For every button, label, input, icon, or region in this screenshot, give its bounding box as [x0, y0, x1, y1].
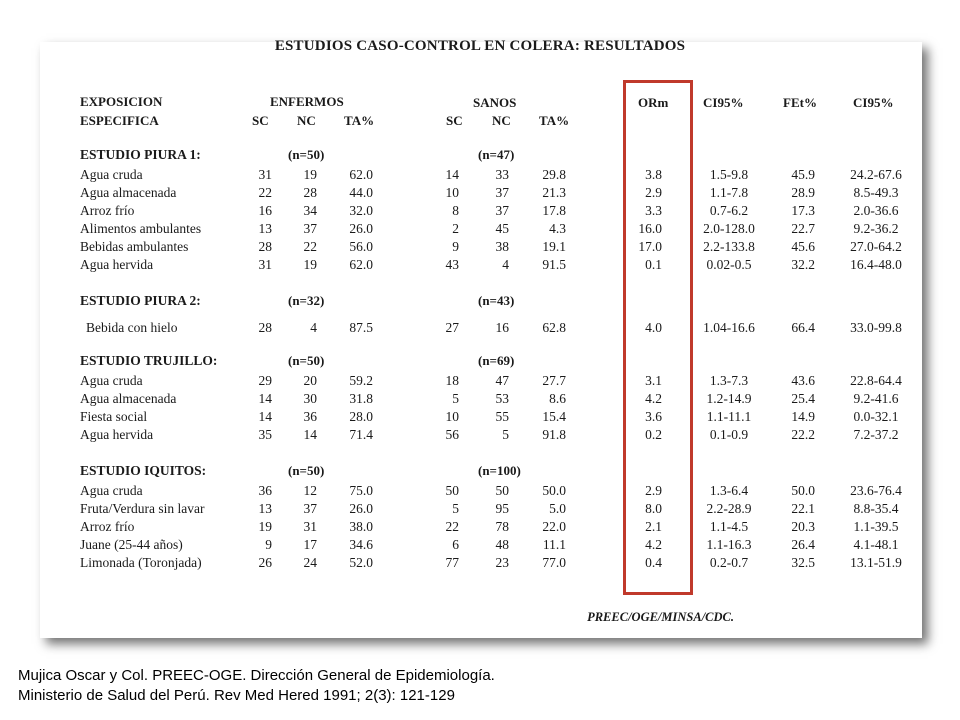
- cell-orm: 0.1: [645, 257, 662, 272]
- header-sanos-nc: NC: [492, 113, 511, 128]
- header-sanos-ta: TA%: [539, 113, 570, 128]
- cell-e-ta: 62.0: [349, 167, 373, 182]
- study-n-enfermos: (n=50): [288, 353, 325, 368]
- cell-ci-or: 1.2-14.9: [706, 391, 752, 406]
- cell-fet: 22.7: [791, 221, 815, 236]
- cell-e-sc: 9: [265, 537, 272, 552]
- cell-s-sc: 22: [445, 519, 459, 534]
- row-exposure: Agua cruda: [80, 373, 143, 388]
- header-enfermos: ENFERMOS: [270, 94, 344, 109]
- cell-s-sc: 5: [452, 391, 459, 406]
- cell-e-ta: 38.0: [349, 519, 373, 534]
- cell-e-ta: 62.0: [349, 257, 373, 272]
- header-enfermos-ta: TA%: [344, 113, 375, 128]
- citation-line-2: Ministerio de Salud del Perú. Rev Med Hered 1991; 2(3): 121-129: [18, 687, 455, 704]
- cell-e-nc: 31: [303, 519, 317, 534]
- cell-ci-fet: 4.1-48.1: [853, 537, 899, 552]
- cell-s-ta: 50.0: [542, 483, 566, 498]
- study-name: ESTUDIO TRUJILLO:: [80, 353, 218, 368]
- cell-s-sc: 10: [445, 185, 459, 200]
- row-exposure: Agua almacenada: [80, 185, 177, 200]
- cell-orm: 3.8: [645, 167, 662, 182]
- cell-e-sc: 22: [258, 185, 272, 200]
- cell-e-ta: 59.2: [349, 373, 373, 388]
- cell-e-nc: 28: [303, 185, 317, 200]
- cell-e-nc: 30: [303, 391, 317, 406]
- cell-e-sc: 31: [258, 167, 272, 182]
- cell-s-ta: 8.6: [549, 391, 566, 406]
- study-name: ESTUDIO IQUITOS:: [80, 463, 207, 478]
- orm-highlight-box: [623, 80, 693, 595]
- cell-e-ta: 75.0: [349, 483, 373, 498]
- cell-fet: 22.2: [791, 427, 815, 442]
- cell-e-sc: 13: [258, 221, 272, 236]
- cell-e-ta: 31.8: [349, 391, 373, 406]
- cell-ci-fet: 9.2-41.6: [853, 391, 899, 406]
- row-exposure: Agua almacenada: [80, 391, 177, 406]
- cell-s-ta: 17.8: [542, 203, 566, 218]
- cell-s-nc: 53: [495, 391, 509, 406]
- cell-e-sc: 13: [258, 501, 272, 516]
- cell-s-nc: 78: [495, 519, 509, 534]
- cell-s-sc: 18: [445, 373, 459, 388]
- cell-e-sc: 14: [258, 391, 272, 406]
- cell-s-nc: 5: [502, 427, 509, 442]
- cell-e-sc: 35: [258, 427, 272, 442]
- header-enfermos-sc: SC: [252, 113, 269, 128]
- study-n-enfermos: (n=50): [288, 463, 325, 478]
- cell-s-nc: 37: [495, 203, 509, 218]
- cell-s-nc: 55: [495, 409, 509, 424]
- study-n-sanos: (n=100): [478, 463, 521, 478]
- row-exposure: Alimentos ambulantes: [80, 221, 202, 236]
- cell-ci-or: 1.1-16.3: [706, 537, 752, 552]
- row-exposure: Bebida con hielo: [86, 320, 178, 335]
- cell-fet: 45.9: [791, 167, 815, 182]
- cell-ci-or: 2.0-128.0: [703, 221, 755, 236]
- cell-s-nc: 37: [495, 185, 509, 200]
- cell-fet: 66.4: [791, 320, 815, 335]
- cell-s-ta: 62.8: [542, 320, 566, 335]
- header-fet: FEt%: [783, 95, 817, 110]
- source-credit: PREEC/OGE/MINSA/CDC.: [587, 610, 734, 624]
- cell-e-nc: 20: [303, 373, 317, 388]
- cell-e-nc: 17: [303, 537, 317, 552]
- cell-s-sc: 5: [452, 501, 459, 516]
- cell-orm: 4.2: [645, 537, 662, 552]
- cell-s-nc: 47: [495, 373, 509, 388]
- cell-s-sc: 56: [445, 427, 459, 442]
- header-sanos-sc: SC: [446, 113, 463, 128]
- cell-s-nc: 50: [495, 483, 509, 498]
- cell-e-nc: 34: [303, 203, 317, 218]
- row-exposure: Agua cruda: [80, 483, 143, 498]
- cell-s-sc: 2: [452, 221, 459, 236]
- cell-fet: 14.9: [791, 409, 815, 424]
- cell-orm: 2.9: [645, 185, 662, 200]
- cell-s-sc: 77: [445, 555, 459, 570]
- cell-ci-fet: 9.2-36.2: [853, 221, 899, 236]
- cell-s-nc: 38: [495, 239, 509, 254]
- row-exposure: Arroz frío: [80, 203, 135, 218]
- cell-e-ta: 32.0: [349, 203, 373, 218]
- cell-e-nc: 22: [303, 239, 317, 254]
- cell-e-ta: 28.0: [349, 409, 373, 424]
- cell-s-sc: 14: [445, 167, 459, 182]
- cell-fet: 43.6: [791, 373, 815, 388]
- cell-fet: 20.3: [791, 519, 815, 534]
- cell-orm: 2.9: [645, 483, 662, 498]
- cell-e-sc: 31: [258, 257, 272, 272]
- cell-s-ta: 21.3: [542, 185, 566, 200]
- cell-e-sc: 29: [258, 373, 272, 388]
- cell-ci-fet: 1.1-39.5: [853, 519, 899, 534]
- cell-e-nc: 37: [303, 221, 317, 236]
- cell-e-sc: 28: [258, 320, 272, 335]
- row-exposure: Agua hervida: [80, 427, 154, 442]
- study-n-enfermos: (n=32): [288, 293, 325, 308]
- cell-orm: 2.1: [645, 519, 662, 534]
- cell-e-ta: 44.0: [349, 185, 373, 200]
- cell-ci-or: 1.1-11.1: [706, 409, 752, 424]
- cell-ci-or: 0.1-0.9: [709, 427, 749, 442]
- header-enfermos-nc: NC: [297, 113, 316, 128]
- cell-e-sc: 26: [258, 555, 272, 570]
- cell-e-ta: 52.0: [349, 555, 373, 570]
- cell-s-ta: 91.8: [542, 427, 566, 442]
- cell-orm: 3.6: [645, 409, 662, 424]
- cell-e-nc: 19: [303, 257, 317, 272]
- cell-e-nc: 4: [310, 320, 317, 335]
- cell-s-sc: 27: [445, 320, 459, 335]
- cell-s-nc: 4: [502, 257, 509, 272]
- cell-s-nc: 48: [495, 537, 509, 552]
- row-exposure: Arroz frío: [80, 519, 135, 534]
- cell-ci-fet: 0.0-32.1: [853, 409, 899, 424]
- header-exposicion: EXPOSICION: [80, 94, 163, 109]
- cell-ci-fet: 22.8-64.4: [850, 373, 902, 388]
- cell-s-sc: 10: [445, 409, 459, 424]
- cell-s-ta: 19.1: [542, 239, 566, 254]
- cell-ci-or: 2.2-28.9: [706, 501, 752, 516]
- cell-ci-fet: 24.2-67.6: [850, 167, 902, 182]
- cell-s-ta: 5.0: [549, 501, 566, 516]
- cell-e-nc: 24: [303, 555, 317, 570]
- cell-ci-or: 1.1-4.5: [709, 519, 749, 534]
- cell-orm: 3.3: [645, 203, 662, 218]
- cell-ci-or: 0.2-0.7: [709, 555, 749, 570]
- header-orm: ORm: [638, 95, 669, 110]
- cell-orm: 17.0: [638, 239, 662, 254]
- cell-ci-or: 1.5-9.8: [709, 167, 749, 182]
- cell-ci-fet: 2.0-36.6: [853, 203, 899, 218]
- cell-e-sc: 19: [258, 519, 272, 534]
- cell-ci-fet: 33.0-99.8: [850, 320, 902, 335]
- cell-orm: 16.0: [638, 221, 662, 236]
- cell-ci-fet: 7.2-37.2: [853, 427, 899, 442]
- cell-s-ta: 22.0: [542, 519, 566, 534]
- cell-orm: 4.0: [645, 320, 662, 335]
- header-sanos: SANOS: [473, 95, 517, 110]
- study-n-sanos: (n=69): [478, 353, 515, 368]
- cell-s-nc: 33: [495, 167, 509, 182]
- study-name: ESTUDIO PIURA 2:: [80, 293, 201, 308]
- cell-s-nc: 16: [495, 320, 509, 335]
- row-exposure: Juane (25-44 años): [80, 537, 183, 552]
- cell-ci-fet: 16.4-48.0: [850, 257, 902, 272]
- cell-ci-or: 0.7-6.2: [709, 203, 749, 218]
- cell-ci-or: 1.3-7.3: [709, 373, 749, 388]
- cell-s-ta: 11.1: [542, 537, 566, 552]
- study-n-enfermos: (n=50): [288, 147, 325, 162]
- cell-fet: 26.4: [791, 537, 815, 552]
- header-ci95-or: CI95%: [703, 95, 744, 110]
- cell-e-ta: 26.0: [349, 501, 373, 516]
- row-exposure: Agua hervida: [80, 257, 154, 272]
- cell-e-sc: 28: [258, 239, 272, 254]
- citation-line-1: Mujica Oscar y Col. PREEC-OGE. Dirección General de Epidemiología.: [18, 667, 495, 684]
- row-exposure: Fiesta social: [80, 409, 148, 424]
- cell-s-sc: 8: [452, 203, 459, 218]
- cell-s-sc: 50: [445, 483, 459, 498]
- cell-s-ta: 91.5: [542, 257, 566, 272]
- cell-s-sc: 9: [452, 239, 459, 254]
- cell-s-nc: 95: [495, 501, 509, 516]
- cell-ci-or: 1.04-16.6: [703, 320, 755, 335]
- cell-ci-or: 1.1-7.8: [709, 185, 749, 200]
- cell-s-ta: 27.7: [542, 373, 566, 388]
- cell-fet: 32.5: [791, 555, 815, 570]
- cell-s-ta: 4.3: [549, 221, 566, 236]
- cell-e-ta: 34.6: [349, 537, 373, 552]
- cell-e-ta: 87.5: [349, 320, 373, 335]
- cell-fet: 28.9: [791, 185, 815, 200]
- cell-ci-or: 1.3-6.4: [709, 483, 749, 498]
- cell-s-ta: 29.8: [542, 167, 566, 182]
- row-exposure: Agua cruda: [80, 167, 143, 182]
- cell-e-nc: 14: [303, 427, 317, 442]
- cell-s-ta: 15.4: [542, 409, 566, 424]
- cell-e-sc: 36: [258, 483, 272, 498]
- cell-s-sc: 43: [445, 257, 459, 272]
- cell-ci-or: 2.2-133.8: [703, 239, 755, 254]
- cell-orm: 0.2: [645, 427, 662, 442]
- cell-orm: 3.1: [645, 373, 662, 388]
- cell-s-ta: 77.0: [542, 555, 566, 570]
- row-exposure: Bebidas ambulantes: [80, 239, 189, 254]
- cell-e-nc: 36: [303, 409, 317, 424]
- cell-orm: 8.0: [645, 501, 662, 516]
- study-n-sanos: (n=43): [478, 293, 515, 308]
- row-exposure: Limonada (Toronjada): [80, 555, 202, 570]
- study-n-sanos: (n=47): [478, 147, 515, 162]
- citation: [18, 666, 495, 706]
- cell-e-sc: 16: [258, 203, 272, 218]
- cell-orm: 0.4: [645, 555, 662, 570]
- cell-ci-fet: 8.5-49.3: [853, 185, 899, 200]
- cell-ci-fet: 13.1-51.9: [850, 555, 902, 570]
- cell-fet: 22.1: [791, 501, 815, 516]
- cell-e-nc: 37: [303, 501, 317, 516]
- cell-e-ta: 26.0: [349, 221, 373, 236]
- row-exposure: Fruta/Verdura sin lavar: [80, 501, 205, 516]
- cell-fet: 25.4: [791, 391, 815, 406]
- cell-ci-fet: 27.0-64.2: [850, 239, 902, 254]
- page-title: ESTUDIOS CASO-CONTROL EN COLERA: RESULTADOS: [274, 38, 686, 54]
- cell-s-nc: 23: [495, 555, 509, 570]
- cell-e-ta: 56.0: [349, 239, 373, 254]
- cell-e-nc: 19: [303, 167, 317, 182]
- cell-fet: 17.3: [791, 203, 815, 218]
- header-ci95-fet: CI95%: [853, 95, 894, 110]
- cell-fet: 50.0: [791, 483, 815, 498]
- cell-ci-fet: 8.8-35.4: [853, 501, 899, 516]
- cell-s-sc: 6: [452, 537, 459, 552]
- cell-ci-fet: 23.6-76.4: [850, 483, 902, 498]
- cell-fet: 45.6: [791, 239, 815, 254]
- cell-e-ta: 71.4: [349, 427, 373, 442]
- cell-orm: 4.2: [645, 391, 662, 406]
- study-name: ESTUDIO PIURA 1:: [80, 147, 201, 162]
- cell-fet: 32.2: [791, 257, 815, 272]
- cell-ci-or: 0.02-0.5: [706, 257, 752, 272]
- cell-s-nc: 45: [495, 221, 509, 236]
- header-especifica: ESPECIFICA: [80, 113, 159, 128]
- cell-e-sc: 14: [258, 409, 272, 424]
- cell-e-nc: 12: [303, 483, 317, 498]
